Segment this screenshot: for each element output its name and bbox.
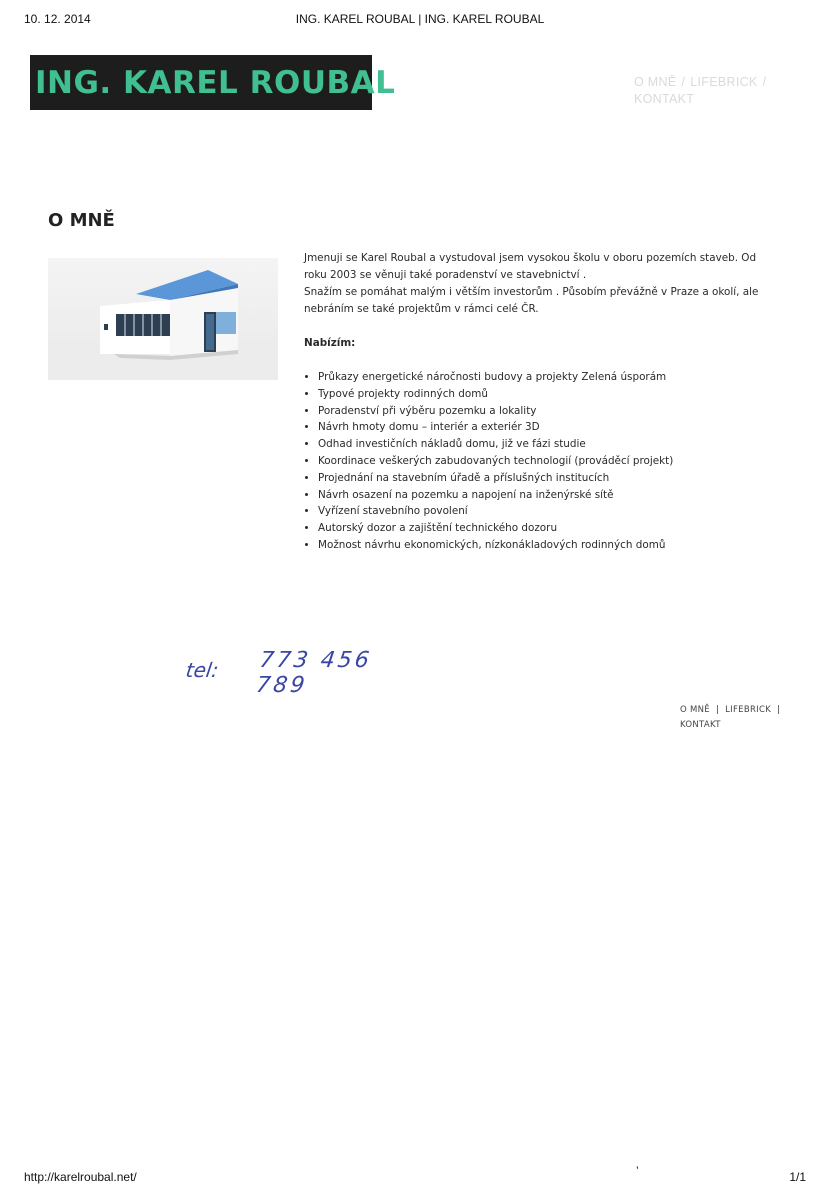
- print-page-title: ING. KAREL ROUBAL | ING. KAREL ROUBAL: [295, 12, 545, 26]
- stray-mark: ’: [636, 1164, 639, 1178]
- nav-item-o-mne[interactable]: O MNĚ: [634, 75, 677, 89]
- footer-nav-separator: |: [715, 705, 720, 715]
- print-page-number: 1/1: [789, 1170, 806, 1184]
- list-item: • Návrh hmoty domu – interiér a exteriér 3D: [318, 419, 764, 436]
- footer-nav-item-o-mne[interactable]: O MNĚ: [680, 705, 710, 715]
- nav-item-lifebrick[interactable]: LIFEBRICK: [690, 75, 758, 89]
- intro-paragraph-2: Snažím se pomáhat malým i větším investorům . Působím převážně v Praze a okolí, ale nebráním se také projektům v rámci celé ČR.: [304, 286, 759, 315]
- handwritten-tel-label: tel:: [184, 658, 221, 682]
- list-item: • Koordinace veškerých zabudovaných technologií (prováděcí projekt): [318, 453, 764, 470]
- logo-text: ING. KAREL ROUBAL: [35, 64, 396, 101]
- nav-separator: /: [681, 75, 686, 89]
- house-illustration: [48, 258, 278, 380]
- list-item: • Vyřízení stavebního povolení: [318, 503, 764, 520]
- footer-nav-separator: |: [777, 705, 781, 715]
- print-url: http://karelroubal.net/: [24, 1170, 137, 1184]
- list-item: • Možnost návrhu ekonomických, nízkonákladových rodinných domů: [318, 537, 764, 554]
- list-item: • Typové projekty rodinných domů: [318, 386, 764, 403]
- nav-separator: /: [762, 75, 767, 89]
- top-nav: [634, 74, 824, 108]
- footer-nav: [680, 703, 820, 733]
- footer-nav-item-kontakt[interactable]: KONTAKT: [680, 720, 721, 730]
- list-item: • Návrh osazení na pozemku a napojení na inženýrské sítě: [318, 487, 764, 504]
- intro-paragraph-1: Jmenuji se Karel Roubal a vystudoval jsem vysokou školu v oboru pozemích staveb. Od roku 2003 se věnuji také poradenství ve stavebnictví .: [304, 252, 757, 281]
- list-item: • Průkazy energetické náročnosti budovy a projekty Zelená úsporám: [318, 369, 764, 386]
- handwritten-phone-number: 773 456 789: [254, 648, 374, 698]
- list-item: • Projednání na stavebním úřadě a příslušných institucích: [318, 470, 764, 487]
- site-logo[interactable]: [30, 55, 396, 110]
- nav-item-kontakt[interactable]: KONTAKT: [634, 92, 695, 106]
- content: [304, 250, 764, 554]
- section-title: O MNĚ: [48, 210, 115, 231]
- print-date: 10. 12. 2014: [24, 12, 91, 26]
- list-item: • Poradenství při výběru pozemku a lokality: [318, 403, 764, 420]
- print-header: [0, 12, 840, 28]
- list-item: • Odhad investičních nákladů domu, již ve fázi studie: [318, 436, 764, 453]
- print-footer: [0, 1164, 840, 1186]
- offer-list: [304, 369, 764, 554]
- handwritten-phone-note: [182, 640, 422, 698]
- footer-nav-item-lifebrick[interactable]: LIFEBRICK: [725, 705, 772, 715]
- list-item: • Autorský dozor a zajištění technického dozoru: [318, 520, 764, 537]
- offer-title: Nabízím:: [304, 337, 356, 349]
